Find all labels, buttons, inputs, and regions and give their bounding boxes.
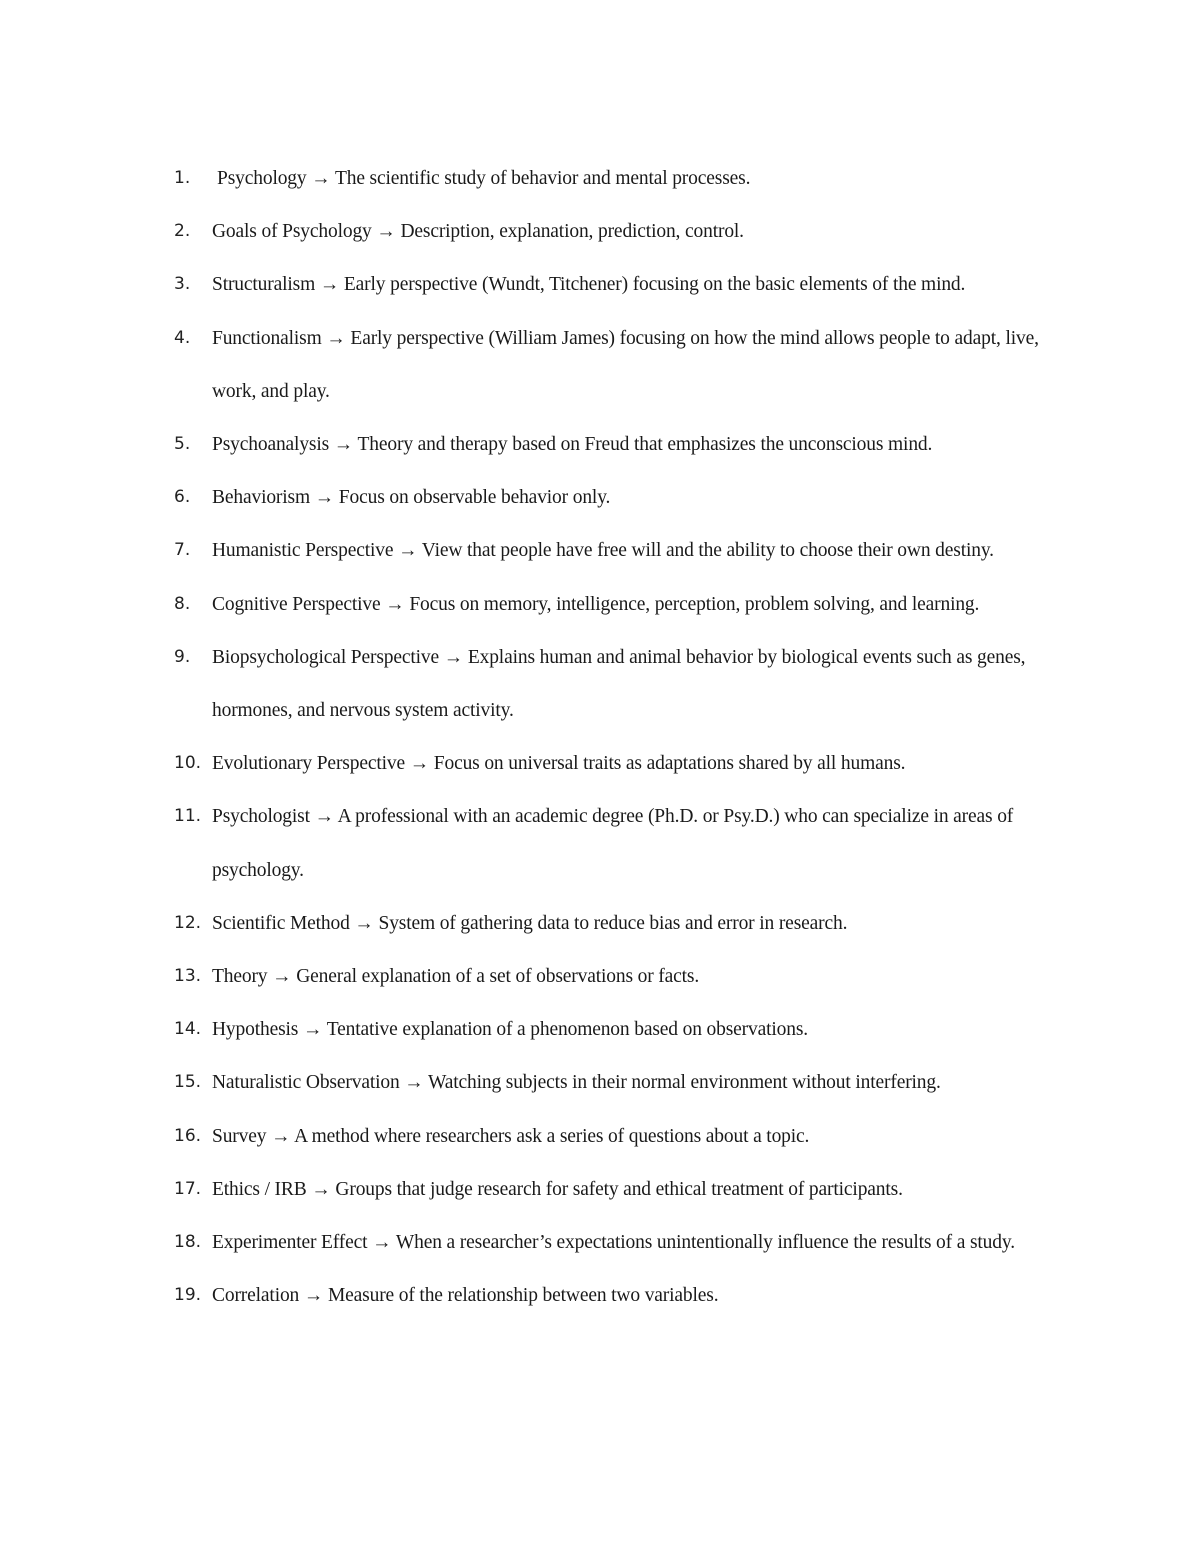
item-number: 6. — [174, 487, 191, 508]
item-number: 7. — [174, 540, 191, 561]
item-text: Psychology → The scientific study of behavior and mental processes. — [217, 168, 751, 189]
list-item — [174, 205, 1074, 258]
item-text: Psychoanalysis → Theory and therapy based on Freud that emphasizes the unconscious mind. — [212, 434, 933, 456]
list-item — [174, 1216, 1074, 1269]
list-item — [174, 418, 1074, 471]
item-text: Theory → General explanation of a set of observations or facts. — [212, 966, 700, 988]
item-text: Cognitive Perspective → Focus on memory, intelligence, perception, problem solving, and learning. — [212, 593, 980, 615]
item-number: 15. — [174, 1072, 202, 1093]
list-item — [174, 1056, 1074, 1109]
item-number: 2. — [174, 221, 191, 242]
item-number: 5. — [174, 434, 191, 455]
list-item — [174, 1003, 1074, 1056]
term-definition-list — [174, 152, 1074, 1322]
item-text: Naturalistic Observation → Watching subjects in their normal environment without interfering. — [212, 1072, 941, 1094]
item-text: Evolutionary Perspective → Focus on universal traits as adaptations shared by all humans. — [212, 753, 906, 775]
item-text: Experimenter Effect → When a researcher’s expectations unintentionally influence the results of a study. — [212, 1232, 1015, 1254]
item-number: 9. — [174, 646, 191, 667]
item-number: 3. — [174, 274, 191, 295]
item-number: 19. — [174, 1285, 202, 1306]
list-item — [174, 524, 1074, 577]
item-number: 4. — [174, 327, 191, 348]
item-text: Survey → A method where researchers ask a series of questions about a topic. — [212, 1125, 810, 1147]
item-number: 16. — [174, 1125, 202, 1146]
list-item — [174, 1269, 1074, 1322]
list-item — [174, 312, 1074, 418]
item-text: Psychologist → A professional with an academic degree (Ph.D. or Psy.D.) who can specialize in areas of psychology. — [212, 806, 1014, 881]
list-item — [174, 578, 1074, 631]
list-item — [174, 258, 1074, 311]
item-text: Hypothesis → Tentative explanation of a phenomenon based on observations. — [212, 1019, 809, 1041]
list-item — [174, 1163, 1074, 1216]
list-item — [174, 631, 1074, 737]
list-item — [174, 897, 1074, 950]
item-number: 1. — [174, 168, 191, 188]
list-item — [174, 790, 1074, 896]
item-text: Structuralism → Early perspective (Wundt, Titchener) focusing on the basic elements of the mind. — [212, 274, 966, 296]
item-text: Functionalism → Early perspective (William James) focusing on how the mind allows people to adapt, live, work, and play. — [212, 327, 1039, 402]
list-item — [174, 737, 1074, 790]
item-text: Ethics / IRB → Groups that judge research for safety and ethical treatment of participants. — [212, 1178, 903, 1200]
item-number: 18. — [174, 1232, 202, 1253]
item-text: Scientific Method → System of gathering data to reduce bias and error in research. — [212, 912, 848, 934]
list-item — [174, 1110, 1074, 1163]
item-text: Biopsychological Perspective → Explains human and animal behavior by biological events such as genes, hormones, and nervous system activity. — [212, 646, 1026, 722]
list-item — [174, 471, 1074, 524]
item-number: 14. — [174, 1019, 202, 1040]
list-item — [174, 950, 1074, 1003]
item-text: Goals of Psychology → Description, explanation, prediction, control. — [212, 221, 744, 243]
item-number: 11. — [174, 806, 202, 827]
item-number: 12. — [174, 912, 202, 933]
item-number: 13. — [174, 966, 202, 987]
item-number: 8. — [174, 593, 191, 614]
item-text: Behaviorism → Focus on observable behavior only. — [212, 487, 611, 509]
list-item — [174, 152, 1074, 205]
item-text: Correlation → Measure of the relationship between two variables. — [212, 1285, 719, 1307]
item-text: Humanistic Perspective → View that people have free will and the ability to choose their own destiny. — [212, 540, 994, 562]
item-number: 17. — [174, 1178, 202, 1199]
item-number: 10. — [174, 753, 202, 774]
